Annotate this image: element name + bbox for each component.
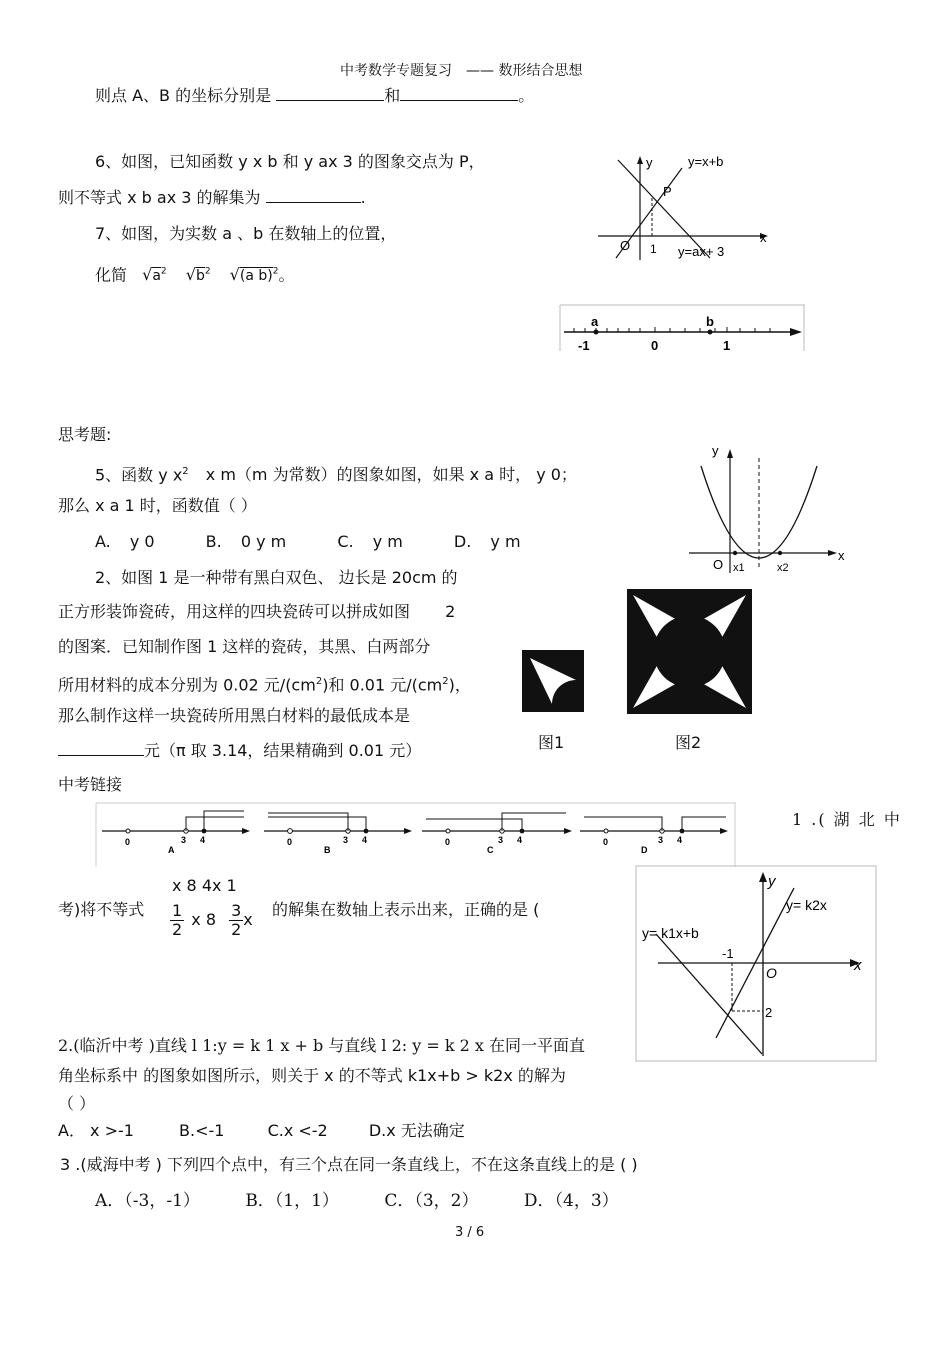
- c2-line3: （ ）: [58, 1094, 96, 1113]
- fig5-y-arrow: [727, 449, 733, 458]
- c2-option-b[interactable]: B.<-1: [179, 1121, 225, 1140]
- c1-prefix: 考)将不等式: [58, 900, 145, 919]
- figure-tile-2: [627, 589, 752, 714]
- c2-option-c[interactable]: C.x <-2: [267, 1121, 328, 1140]
- figc2-line-k1x-b: [656, 934, 762, 1054]
- tile2-black-circle: [654, 616, 726, 688]
- option-d-letter[interactable]: D.: [453, 532, 472, 551]
- radical-1: $√a^2$: [142, 265, 167, 285]
- option-a-text: y 0: [129, 532, 155, 551]
- question-7-line2: [95, 262, 294, 286]
- answer-blank-think2[interactable]: [58, 741, 144, 756]
- figc2-tick-m1: -1: [722, 946, 734, 961]
- think-2-line4-c: )，: [448, 675, 471, 695]
- c3-options: [95, 1191, 619, 1211]
- c3-option-b[interactable]: B．（1，1）: [245, 1191, 339, 1211]
- c3-line1: 3 .(威海中考 ) 下列四个点中，有三个点在同一条直线上，不在这条直线上的是 ( ): [60, 1155, 638, 1174]
- c1-panel-a[interactable]: [102, 811, 250, 855]
- answer-blank-q6[interactable]: [266, 188, 361, 203]
- svg-text:0: 0: [445, 837, 451, 847]
- c1-panel-b[interactable]: [264, 813, 412, 855]
- think-5-exp: 2: [182, 466, 189, 477]
- answer-blank-b[interactable]: [400, 86, 518, 101]
- fig6-point-p: P: [663, 184, 672, 199]
- numline7-label-0: 0: [651, 338, 659, 353]
- svg-text:0: 0: [603, 837, 609, 847]
- radical-1-exp: 2: [160, 267, 167, 277]
- question-7-line1: 7、如图，为实数 a 、b 在数轴上的位置，: [95, 224, 397, 243]
- option-b-letter[interactable]: B.: [205, 532, 222, 551]
- radical-2: $√b^2$: [185, 265, 211, 285]
- fig5-origin: O: [713, 557, 724, 572]
- think-2-line6: [58, 741, 421, 761]
- c2-option-d[interactable]: D.x 无法确定: [368, 1121, 465, 1140]
- c1-tag: 1 .( 湖 北 中: [792, 810, 902, 829]
- think-5-options: [95, 532, 521, 552]
- think-2-line2: [58, 602, 455, 622]
- question-ab-coordinates: [95, 86, 534, 106]
- numline7-point-b: [708, 330, 713, 335]
- svg-text:4: 4: [362, 835, 368, 845]
- question-7-end: 。: [278, 265, 295, 285]
- question-ab-end: 。: [518, 86, 535, 105]
- fig5-root-x2: [778, 551, 782, 555]
- c2-line2: 角坐标系中 的图象如图所示，则关于 x 的不等式 k1x+b > k2x 的解为: [58, 1066, 566, 1085]
- numline7-arrow: [790, 328, 802, 336]
- question-6-line2: [58, 188, 366, 208]
- think-2-line1: 2、如图 1 是一种带有黑白双色、 边长是 20cm 的: [95, 568, 458, 587]
- fig5-x-arrow: [828, 550, 837, 556]
- figc2-tick-2: 2: [765, 1005, 773, 1020]
- option-c-letter[interactable]: C.: [337, 532, 354, 551]
- fig6-tick-1: 1: [650, 242, 657, 256]
- think-2-sup-1: 2: [315, 676, 323, 687]
- c2-line1: 2.(临沂中考 )直线 l 1:y = k 1 x + b 与直线 l 2: y = k 2 x 在同一平面直: [58, 1036, 586, 1055]
- c1-panel-c[interactable]: [422, 813, 572, 855]
- option-a-letter[interactable]: A.: [95, 532, 111, 551]
- c3-option-d[interactable]: D．（4，3）: [523, 1191, 619, 1211]
- radical-3-exp: 2: [272, 267, 279, 277]
- fig5-y-label: y: [712, 443, 719, 458]
- page-header: 中考数学专题复习 —— 数形结合思想: [340, 63, 583, 79]
- think-5-text-b: x m（m 为常数）的图象如图，如果 x a 时， y 0；: [205, 465, 577, 485]
- c3-option-a[interactable]: A．（-3，-1）: [95, 1191, 200, 1211]
- fig6-y-arrow: [637, 156, 643, 164]
- think-2-line4-b: )和 0.01 元/(cm: [322, 675, 443, 695]
- figure-c2-graph: [636, 866, 876, 1061]
- svg-text:3: 3: [658, 835, 664, 845]
- fig5-label-x1: x1: [733, 562, 745, 574]
- section-link-heading: 中考链接: [58, 775, 123, 794]
- figure-tile-1: [522, 650, 584, 712]
- figure-q6-graph: [590, 150, 780, 265]
- c2-options: [58, 1121, 465, 1141]
- c1-sys-end: x: [243, 910, 253, 929]
- svg-text:0: 0: [125, 837, 131, 847]
- fig6-label-line2: y=ax+ 3: [678, 244, 725, 259]
- figure-2-caption: 图2: [675, 733, 702, 752]
- think-5-text-a: 5、函数 y x: [95, 465, 183, 485]
- svg-text:4: 4: [200, 835, 206, 845]
- fig6-origin: O: [620, 238, 631, 253]
- think-2-line2-num: 2: [445, 602, 456, 621]
- radical-3-body: (a b): [239, 268, 273, 285]
- think-5-line2: 那么 x a 1 时，函数值（ ）: [58, 496, 257, 515]
- fig5-x-label: x: [838, 548, 845, 563]
- c1-suffix: 的解集在数轴上表示出来，正确的是 (: [272, 900, 540, 919]
- section-think-heading: 思考题:: [58, 425, 112, 444]
- c1-sys-mid: x 8: [191, 910, 217, 929]
- question-6-end: .: [360, 188, 366, 207]
- numline7-point-a: [594, 330, 599, 335]
- figc2-x-label: x: [854, 957, 862, 974]
- radical-2-body: b: [195, 268, 205, 285]
- question-6-line1: 6、如图，已知函数 y x b 和 y ax 3 的图象交点为 P，: [95, 152, 485, 171]
- svg-text:4: 4: [517, 835, 523, 845]
- figc2-label-l2: y= k2x: [786, 897, 827, 913]
- option-c-text: y m: [372, 532, 403, 551]
- numline7-label-b: b: [706, 314, 714, 329]
- think-2-line4-a: 所用材料的成本分别为 0.02 元/(cm: [58, 675, 316, 695]
- figure-think5-parabola: [685, 440, 850, 580]
- svg-text:D: D: [641, 845, 648, 855]
- svg-text:0: 0: [287, 837, 293, 847]
- fig6-y-label: y: [646, 155, 653, 170]
- svg-text:4: 4: [677, 835, 683, 845]
- c1-system-bottom: [170, 902, 253, 939]
- answer-blank-a[interactable]: [276, 86, 384, 101]
- numline7-label-m1: -1: [578, 338, 590, 353]
- c2-option-a[interactable]: A． x >-1: [58, 1121, 134, 1140]
- frac-three-halves: $\frac{3}{2}$: [231, 901, 242, 939]
- svg-text:A: A: [168, 845, 175, 855]
- fig6-x-label: x: [760, 230, 767, 245]
- numline7-ticks: [574, 327, 770, 332]
- think-2-sup-2: 2: [442, 676, 449, 687]
- think-2-line5: 那么制作这样一块瓷砖所用黑白材料的最低成本是: [58, 706, 411, 725]
- c3-option-c[interactable]: C．（3，2）: [384, 1191, 479, 1211]
- radical-1-body: a: [152, 268, 161, 285]
- figure-1-caption: 图1: [538, 733, 565, 752]
- question-6-text: 则不等式 x b ax 3 的解集为: [58, 188, 261, 207]
- numline7-label-1: 1: [723, 338, 731, 353]
- page-number: 3 / 6: [455, 1225, 485, 1240]
- fig6-label-line1: y=x+b: [688, 154, 724, 169]
- question-ab-and: 和: [384, 86, 401, 105]
- option-b-text: 0 y m: [240, 532, 287, 551]
- figc2-label-l1: y= k1x+b: [642, 925, 699, 941]
- svg-text:C: C: [487, 845, 494, 855]
- c1-panel-d[interactable]: [580, 817, 728, 855]
- figc2-origin: O: [766, 965, 777, 981]
- fig5-label-x2: x2: [777, 562, 789, 574]
- radical-2-exp: 2: [204, 267, 211, 277]
- option-d-text: y m: [490, 532, 521, 551]
- svg-text:3: 3: [498, 835, 504, 845]
- figure-q7-numberline: [560, 305, 805, 355]
- figc2-y-label: y: [768, 873, 776, 890]
- think-2-line4: [58, 672, 471, 695]
- svg-text:3: 3: [343, 835, 349, 845]
- svg-text:B: B: [324, 845, 331, 855]
- svg-text:3: 3: [181, 835, 187, 845]
- frac-one-half: $\frac{1}{2}$: [172, 901, 183, 939]
- figure-c1-options: [96, 803, 736, 867]
- fig5-root-x1: [733, 551, 737, 555]
- think-2-line3: 的图案．已知制作图 1 这样的瓷砖，其黑、白两部分: [58, 637, 431, 656]
- figc2-y-arrow: [759, 872, 767, 882]
- question-ab-text: 则点 A、B 的坐标分别是: [95, 86, 272, 105]
- question-7-prefix: 化简: [95, 265, 128, 285]
- think-5-line1: [95, 462, 577, 485]
- numline7-label-a: a: [591, 314, 599, 329]
- radical-3: √(a b)$^2$: [229, 265, 279, 285]
- think-2-line2-text: 正方形装饰瓷砖，用这样的四块瓷砖可以拼成如图: [58, 602, 411, 621]
- think-2-line6-text: 元（π 取 3.14，结果精确到 0.01 元）: [144, 741, 422, 760]
- c1-system-top: x 8 4x 1: [172, 876, 237, 895]
